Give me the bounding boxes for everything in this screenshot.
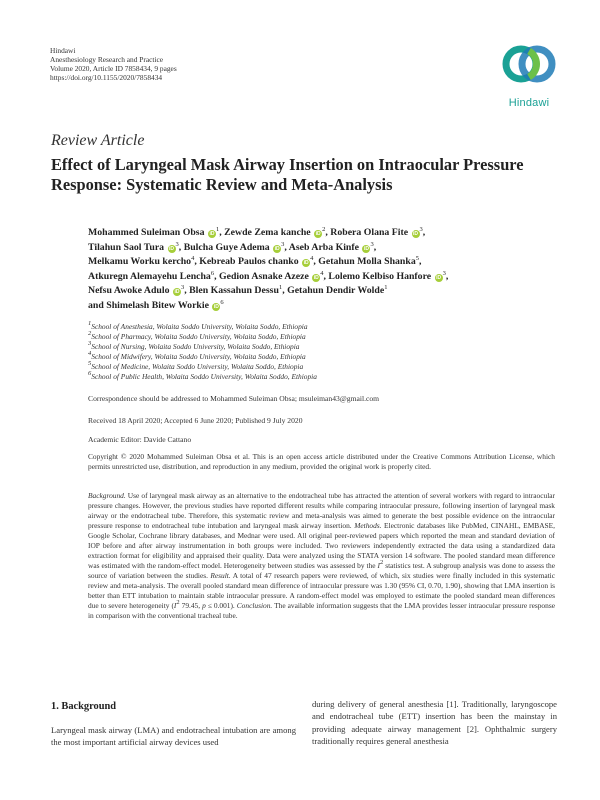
orcid-icon[interactable]: iD xyxy=(413,231,419,237)
affiliation: $^1$School of Anesthesia, Wolaita Soddo University, Wolaita Soddo, Ethiopia xyxy=(88,320,308,331)
journal-name: Anesthesiology Research and Practice xyxy=(50,55,164,64)
orcid-icon[interactable]: iD xyxy=(303,260,309,267)
orcid-icon[interactable]: iD xyxy=(169,245,175,252)
orcid-icon[interactable]: iD xyxy=(315,231,321,237)
academic-editor: Academic Editor: Davide Cattano xyxy=(88,435,192,444)
orcid-icon[interactable]: iD xyxy=(436,274,442,281)
author: Melkamu Worku kercho$^4$, xyxy=(88,255,197,268)
abstract: Background. Use of laryngeal mask airway as an alternative to the endotracheal tube has attracted the attention of several workers with regard to intraocular pressure changes. However, the previous studies have reported different results while comparing intraocular pressure, following insertion of laryngeal mask airway or the endotracheal tube. Therefore, this systematic review and meta-analysis was aimed to generate the best possible evidence on the intraocular pressure response to endotracheal tube intubation and laryngeal mask airway insertion. Methods. Electronic databases like PubMed, CINAHL, EMBASE, Google Scholar, Cochrane library databases, and Mednar were used. All original peer-reviewed papers which reported the mean and standard deviation of IOP before and after airway instrumentation in both groups were included. Two reviewers independently extracted the data using a standardized data extraction format for eligibility and appraised their quality. Data were analyzed using the STATA version 14 software. The pooled standard mean difference was estimated with the random-effect model. Heterogeneity between studies was assessed by the $I^2$ statistics test. A subgroup analysis was done to assess the source of variation between the studies. Result. A total of 47 research papers were reviewed, of which, six studies were finally included in this systematic review and meta-analysis. The overall pooled standard mean difference of intraocular pressure was 1.30 (95% CI, 0.70, 1.90), showing that LMA insertion is better than ETT intubation to maintain stable intraocular pressure. A random-effect model was employed to estimate the pooled standard mean differences due to severe heterogeneity ($I^2$ 79.45, p ≤ 0.001). Conclusion. The available information suggests that the LMA provides lesser intraocular pressure response in comparison with the conventional tracheal tube. xyxy=(88,491,556,620)
author: Robera Olana Fite $iD^3$, xyxy=(330,226,426,238)
volume-line: Volume 2020, Article ID 7858434, 9 pages xyxy=(50,64,177,73)
body-column-right: during delivery of general anesthesia [1]. Traditionally, laryngoscope and endotracheal tube (ETT) insertion has been the mainstay in providing adequate airway management [2]. Ophthalmic surgery traditionally requires general anesthesia xyxy=(312,699,557,747)
orcid-icon[interactable]: iD xyxy=(313,274,319,281)
author: Bulcha Guye Adema $iD^3$, xyxy=(183,240,287,253)
author: Getahun Molla Shanka$^5$, xyxy=(318,255,422,268)
affiliation-list xyxy=(88,322,317,382)
author: Getahun Dendir Wolde$^1$ xyxy=(287,284,388,297)
author: Gedion Asnake Azeze $iD^4$, xyxy=(219,269,326,282)
hindawi-logo-text: Hindawi xyxy=(508,97,550,109)
section-heading: 1. Background xyxy=(51,701,117,712)
publication-dates: Received 18 April 2020; Accepted 6 June 2020; Published 9 July 2020 xyxy=(88,416,303,425)
affiliation: $^4$School of Midwifery, Wolaita Soddo University, Wolaita Soddo, Ethiopia xyxy=(88,350,306,361)
hindawi-logo[interactable] xyxy=(499,40,559,109)
affiliation: $^3$School of Nursing, Wolaita Soddo University, Wolaita Soddo, Ethiopia xyxy=(88,340,300,351)
orcid-icon[interactable]: iD xyxy=(363,245,369,252)
copyright-notice: Copyright © 2020 Mohammed Suleiman Obsa et al. This is an open access article distributed under the Creative Commons Attribution License, which permits unrestricted use, distribution, and reproduction in any medium, provided the original work is properly cited. xyxy=(88,452,555,471)
body-column-left: Laryngeal mask airway (LMA) and endotracheal intubation are among the most important artificial airway devices used xyxy=(51,725,296,748)
orcid-icon[interactable]: iD xyxy=(174,289,180,296)
orcid-icon[interactable]: iD xyxy=(274,245,280,252)
affiliation: $^2$School of Pharmacy, Wolaita Soddo University, Wolaita Soddo, Ethiopia xyxy=(88,330,306,341)
abstract-background-label: Background. xyxy=(88,491,126,500)
article-type: Review Article xyxy=(51,132,145,149)
article-title: Effect of Laryngeal Mask Airway Insertion on Intraocular Pressure Response: Systematic Review and Meta-Analysis xyxy=(51,155,524,194)
author: Atkuregn Alemayehu Lencha$^6$, xyxy=(88,269,217,282)
orcid-icon[interactable]: iD xyxy=(209,231,215,237)
correspondence: Correspondence should be addressed to Mohammed Suleiman Obsa; msuleiman43@gmail.com xyxy=(88,394,380,403)
journal-info xyxy=(50,46,177,82)
affiliation: $^5$School of Medicine, Wolaita Soddo University, Wolaita Soddo, Ethiopia xyxy=(88,360,304,371)
abstract-result-label: Result. xyxy=(210,571,231,580)
author: Kebreab Paulos chanko $iD^4$, xyxy=(199,255,316,268)
author: Aseb Arba Kinfe $iD^3$, xyxy=(288,240,377,253)
abstract-conclusion-label: Conclusion. xyxy=(236,601,273,610)
author: and Shimelash Bitew Workie $iD^6$ xyxy=(88,298,224,311)
orcid-icon[interactable]: iD xyxy=(213,303,219,310)
author: Tilahun Saol Tura $iD^3$, xyxy=(88,240,182,253)
author: Zewde Zema kanche $iD^2$, xyxy=(224,226,328,238)
author-list xyxy=(88,226,558,314)
affiliation: $^6$School of Public Health, Wolaita Soddo University, Wolaita Soddo, Ethiopia xyxy=(88,370,317,381)
author: Lolemo Kelbiso Hanfore $iD^3$, xyxy=(328,269,449,282)
author: Nefsu Awoke Adulo $iD^3$, xyxy=(88,284,187,297)
doi-link[interactable]: https://doi.org/10.1155/2020/7858434 xyxy=(50,73,163,82)
publisher-name: Hindawi xyxy=(50,46,76,55)
author: Mohammed Suleiman Obsa $iD^1$, xyxy=(88,226,222,238)
author: Blen Kassahun Dessu$^1$, xyxy=(189,284,285,297)
abstract-methods-label: Methods. xyxy=(354,521,382,530)
hindawi-logo-icon xyxy=(499,40,559,90)
